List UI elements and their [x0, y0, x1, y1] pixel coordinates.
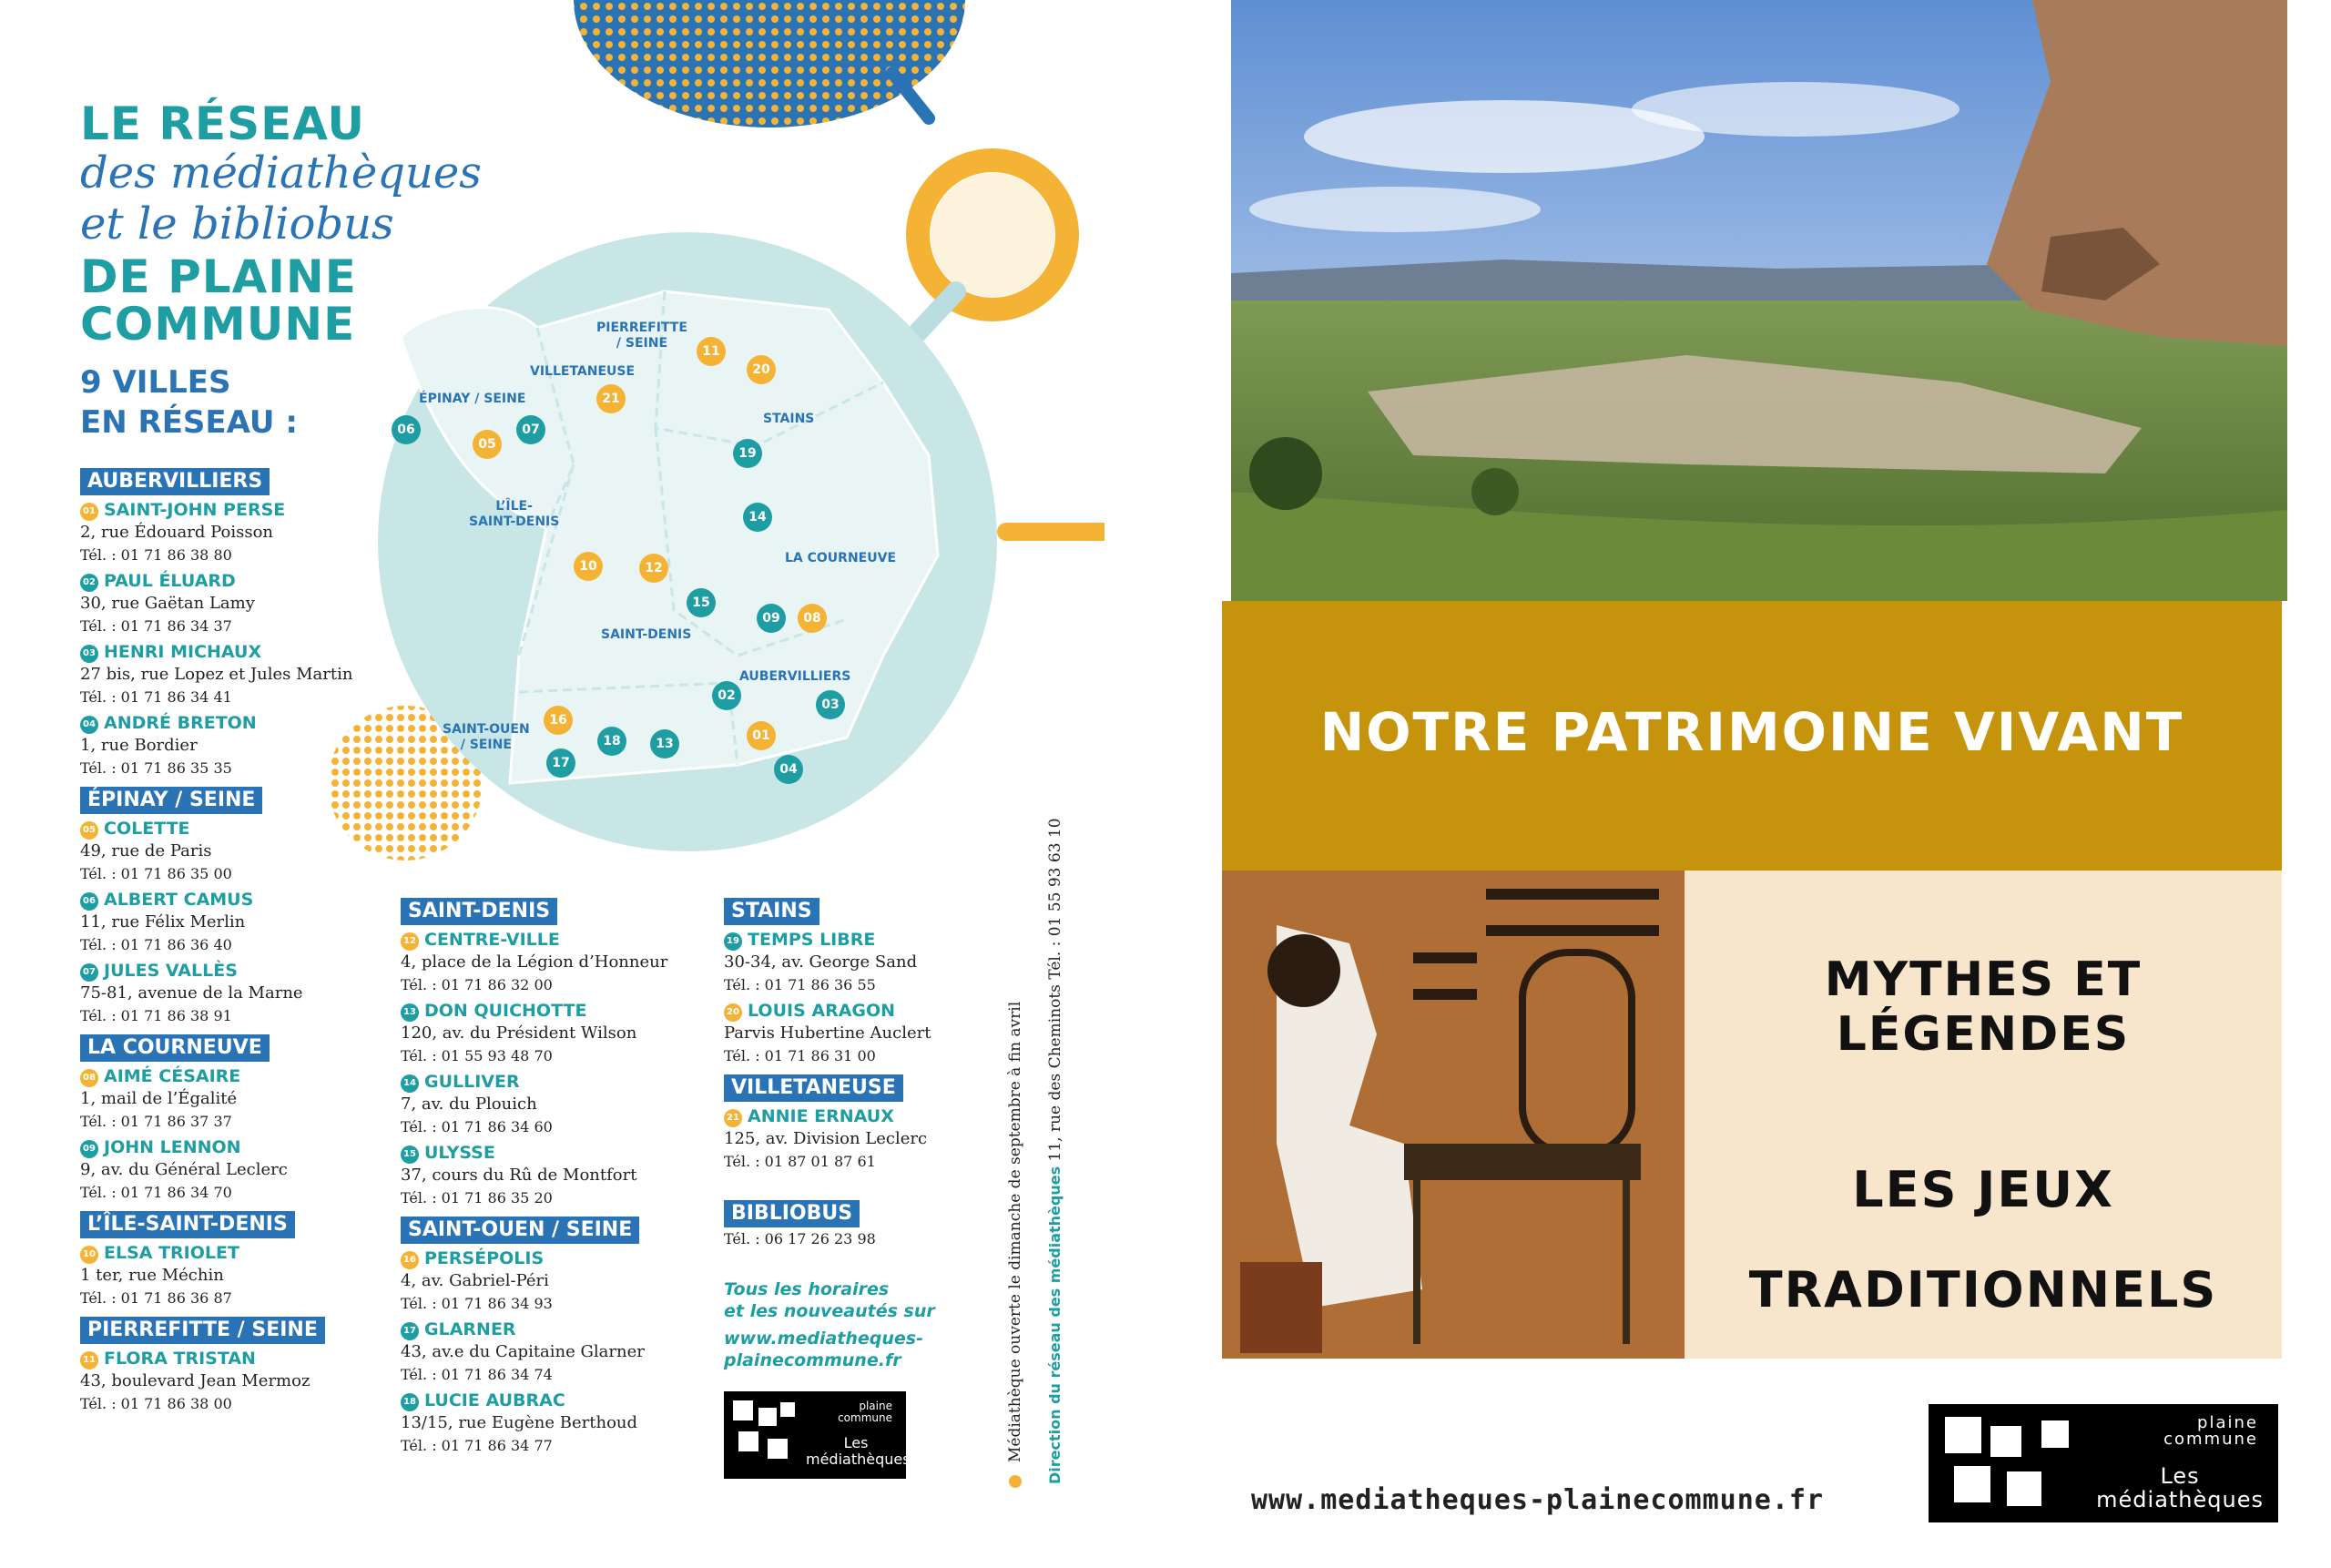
library-name: [80, 712, 435, 734]
library-address: 11, rue Félix Merlin: [80, 912, 246, 932]
puzzle-icon: [1934, 1404, 2089, 1522]
city-header: ÉPINAY / SEINE: [80, 787, 262, 814]
library-name: [80, 641, 435, 663]
library-name: [401, 1247, 756, 1269]
library-name-text: COLETTE: [104, 819, 190, 839]
map-pin: 14: [743, 503, 772, 532]
decorative-dotted-circle-top: [565, 0, 983, 146]
library-name-text: JULES VALLÈS: [104, 961, 238, 981]
library-name-text: ANNIE ERNAUX: [748, 1106, 894, 1126]
website-link[interactable]: www.mediatheques-: [724, 1329, 923, 1349]
library-phone: Tél. : 01 71 86 36 87: [80, 1289, 232, 1307]
map-pin: 01: [747, 721, 776, 750]
map-pin: 16: [544, 706, 573, 735]
library-phone: Tél. : 01 71 86 35 20: [401, 1189, 553, 1207]
library-address: 37, cours du Rû de Montfort: [401, 1166, 637, 1185]
map-pin: 09: [757, 604, 786, 633]
city-header: SAINT-DENIS: [401, 898, 557, 925]
library-phone: Tél. : 01 71 86 35 00: [80, 865, 232, 882]
city-header: PIERREFITTE / SEINE: [80, 1317, 325, 1344]
library-number-badge: 05: [80, 821, 98, 840]
library-name: [401, 1000, 756, 1022]
library-number-badge: 21: [724, 1109, 742, 1127]
directory-column-3: [724, 891, 988, 1173]
city-header: LA COURNEUVE: [80, 1034, 270, 1062]
library-number-badge: 13: [401, 1003, 419, 1022]
library-phone: Tél. : 01 55 93 48 70: [401, 1047, 553, 1064]
website-link[interactable]: plainecommune.fr: [724, 1350, 901, 1370]
website-url[interactable]: www.mediatheques-plainecommune.fr: [1251, 1484, 1825, 1516]
city-header: SAINT-OUEN / SEINE: [401, 1217, 639, 1244]
library-name-text: TEMPS LIBRE: [748, 930, 876, 950]
map-label-ile-saint-denis: L’ÎLE- SAINT-DENIS: [469, 499, 560, 529]
bibliobus-block: [724, 1193, 876, 1250]
library-phone: Tél. : 01 71 86 34 37: [80, 617, 232, 635]
library-name-text: GULLIVER: [424, 1072, 520, 1092]
library-phone: Tél. : 01 71 86 36 55: [724, 976, 876, 993]
map-pin: 12: [639, 554, 668, 583]
map-pin: 13: [650, 729, 679, 759]
banner-title: NOTRE PATRIMOINE VIVANT: [1319, 701, 2184, 763]
library-number-badge: 03: [80, 645, 98, 663]
directory-column-2: [401, 891, 756, 1457]
city-header: AUBERVILLIERS: [80, 468, 270, 495]
map-pin: 06: [392, 415, 421, 444]
map-pin: 11: [697, 337, 726, 366]
map-pin: 19: [733, 439, 762, 468]
map-pin: 17: [546, 748, 575, 778]
library-name: [80, 889, 435, 911]
library-number-badge: 07: [80, 963, 98, 982]
library-name-text: HENRI MICHAUX: [104, 642, 262, 662]
library-number-badge: 08: [80, 1069, 98, 1087]
library-name: [80, 1348, 435, 1369]
network-title: LE RÉSEAU des médiathèques et le bibliobus DE PLAINE COMMUNE 9 VILLES EN RÉSEAU :: [80, 97, 482, 441]
library-address: 27 bis, rue Lopez et Jules Martin: [80, 665, 353, 684]
map-pin: 15: [687, 588, 716, 617]
library-name: [80, 499, 435, 521]
library-number-badge: 19: [724, 932, 742, 951]
library-number-badge: 01: [80, 503, 98, 521]
horaires-block: Tous les horaires et les nouveautés sur www.mediatheques- plainecommune.fr: [724, 1279, 935, 1370]
landscape-photo: [1231, 0, 2287, 601]
library-phone: Tél. : 01 71 86 38 80: [80, 546, 232, 564]
library-name: [80, 960, 435, 982]
library-number-badge: 11: [80, 1351, 98, 1369]
map-pin: 08: [798, 604, 827, 633]
library-phone: Tél. : 01 71 86 35 35: [80, 759, 232, 777]
library-name: [401, 1390, 756, 1411]
city-header: L’ÎLE-SAINT-DENIS: [80, 1211, 295, 1238]
library-name: [401, 1319, 756, 1340]
library-address: 1, mail de l’Égalité: [80, 1089, 238, 1108]
library-name-text: ELSA TRIOLET: [104, 1243, 239, 1263]
library-phone: Tél. : 01 71 86 34 41: [80, 688, 232, 706]
library-address: 75-81, avenue de la Marne: [80, 983, 303, 1003]
library-name-text: CENTRE-VILLE: [424, 930, 560, 950]
library-number-badge: 10: [80, 1246, 98, 1264]
city-header-bibliobus: BIBLIOBUS: [724, 1200, 860, 1227]
library-name: [401, 1071, 756, 1093]
library-address: 30-34, av. George Sand: [724, 952, 918, 972]
map-label-villetaneuse: VILLETANEUSE: [530, 364, 636, 379]
library-name-text: SAINT-JOHN PERSE: [104, 500, 286, 520]
library-name: [80, 1242, 435, 1264]
library-phone: Tél. : 01 71 86 37 37: [80, 1113, 232, 1130]
library-number-badge: 17: [401, 1322, 419, 1340]
direction-note: Direction du réseau des médiathèques 11, rue des Cheminots Tél. : 01 55 93 63 10: [1046, 818, 1064, 1484]
subtitle-myths: MYTHES ET LÉGENDES: [1824, 952, 2143, 1062]
library-address: 43, av.e du Capitaine Glarner: [401, 1342, 645, 1361]
map-label-aubervilliers: AUBERVILLIERS: [739, 669, 851, 684]
library-name: [724, 1000, 988, 1022]
library-phone: Tél. : 01 71 86 32 00: [401, 976, 553, 993]
library-number-badge: 18: [401, 1393, 419, 1411]
library-name-text: JOHN LENNON: [104, 1137, 241, 1157]
library-number-badge: 09: [80, 1140, 98, 1158]
directory-column-1: [80, 461, 435, 1415]
library-phone: Tél. : 01 71 86 31 00: [724, 1047, 876, 1064]
library-name-text: GLARNER: [424, 1319, 516, 1339]
city-header: VILLETANEUSE: [724, 1074, 903, 1102]
map-label-epinay: ÉPINAY / SEINE: [419, 392, 526, 406]
library-name-text: LOUIS ARAGON: [748, 1001, 896, 1021]
library-name: [724, 929, 988, 951]
library-name-text: DON QUICHOTTE: [424, 1001, 587, 1021]
map-pin: 07: [516, 415, 545, 444]
map-pin: 03: [816, 690, 845, 719]
map-pin: 02: [712, 681, 741, 710]
map-pin: 18: [597, 727, 626, 756]
subtitle-games-line1: LES JEUX: [1852, 1161, 2114, 1218]
library-name-text: ALBERT CAMUS: [104, 890, 254, 910]
map-label-la-courneuve: LA COURNEUVE: [785, 551, 897, 565]
library-phone: Tél. : 01 71 86 36 40: [80, 936, 232, 953]
city-header: STAINS: [724, 898, 819, 925]
library-address: 125, av. Division Leclerc: [724, 1129, 928, 1148]
library-phone: Tél. : 01 71 86 34 60: [401, 1118, 553, 1135]
sunday-opening-note: Médiathèque ouverte le dimanche de septembre à fin avril: [1006, 1001, 1024, 1462]
map-label-saint-ouen: SAINT-OUEN / SEINE: [443, 722, 530, 752]
orange-dot-icon: [1009, 1475, 1022, 1488]
library-phone: Tél. : 01 71 86 38 00: [80, 1395, 232, 1412]
library-phone: Tél. : 01 71 86 34 70: [80, 1184, 232, 1201]
map-pin: 20: [747, 355, 776, 384]
plaine-commune-logo-right: plaine commune Les médiathèques: [1929, 1404, 2278, 1522]
library-number-badge: 15: [401, 1145, 419, 1164]
library-name: [401, 1142, 756, 1164]
library-address: 13/15, rue Eugène Berthoud: [401, 1413, 638, 1432]
library-address: 30, rue Gaëtan Lamy: [80, 594, 255, 613]
library-address: 1, rue Bordier: [80, 736, 198, 755]
library-name: [80, 818, 435, 840]
library-phone: Tél. : 01 71 86 34 93: [401, 1295, 553, 1312]
library-name: [401, 929, 756, 951]
library-name: [80, 1065, 435, 1087]
library-address: 9, av. du Général Leclerc: [80, 1160, 288, 1179]
library-number-badge: 06: [80, 892, 98, 911]
library-name: [724, 1105, 988, 1127]
library-name: [80, 1136, 435, 1158]
plaine-commune-logo-left: plaine commune Les médiathèques: [724, 1391, 906, 1479]
library-address: 4, av. Gabriel-Péri: [401, 1271, 549, 1290]
library-phone: Tél. : 01 71 86 38 91: [80, 1007, 232, 1024]
map-label-saint-denis: SAINT-DENIS: [601, 627, 692, 642]
library-name-text: PERSÉPOLIS: [424, 1248, 545, 1268]
library-address: 1 ter, rue Méchin: [80, 1266, 224, 1285]
library-name-text: AIMÉ CÉSAIRE: [104, 1066, 241, 1086]
library-address: 7, av. du Plouich: [401, 1095, 537, 1114]
library-name-text: ANDRÉ BRETON: [104, 713, 257, 733]
egyptian-painting: [1222, 871, 1685, 1359]
library-name-text: LUCIE AUBRAC: [424, 1390, 565, 1410]
library-address: 120, av. du Président Wilson: [401, 1023, 637, 1043]
library-name-text: ULYSSE: [424, 1143, 495, 1163]
map-pin: 04: [774, 755, 803, 784]
map-pin: 10: [574, 552, 603, 581]
subtitle-games-line2: TRADITIONNELS: [1748, 1261, 2218, 1319]
library-address: 2, rue Édouard Poisson: [80, 523, 274, 542]
library-address: 43, boulevard Jean Mermoz: [80, 1371, 310, 1390]
map-pin: 21: [596, 384, 626, 413]
library-address: Parvis Hubertine Auclert: [724, 1023, 931, 1043]
bibliobus-tel: Tél. : 06 17 26 23 98: [724, 1230, 876, 1247]
library-number-badge: 04: [80, 716, 98, 734]
library-address: 4, place de la Légion d’Honneur: [401, 952, 668, 972]
library-name-text: PAUL ÉLUARD: [104, 571, 236, 591]
map-label-stains: STAINS: [763, 412, 815, 426]
library-number-badge: 14: [401, 1074, 419, 1093]
library-name: [80, 570, 435, 592]
library-phone: Tél. : 01 71 86 34 74: [401, 1366, 553, 1383]
library-number-badge: 02: [80, 574, 98, 592]
library-phone: Tél. : 01 87 01 87 61: [724, 1153, 876, 1170]
library-phone: Tél. : 01 71 86 34 77: [401, 1437, 553, 1454]
decorative-orange-bar: [997, 523, 1104, 541]
library-address: 49, rue de Paris: [80, 841, 212, 860]
puzzle-icon: [728, 1391, 800, 1479]
map-pin: 05: [473, 430, 502, 459]
library-number-badge: 16: [401, 1251, 419, 1269]
library-number-badge: 12: [401, 932, 419, 951]
map-label-pierrefitte: PIERREFITTE / SEINE: [596, 321, 687, 351]
library-number-badge: 20: [724, 1003, 742, 1022]
library-name-text: FLORA TRISTAN: [104, 1349, 256, 1369]
